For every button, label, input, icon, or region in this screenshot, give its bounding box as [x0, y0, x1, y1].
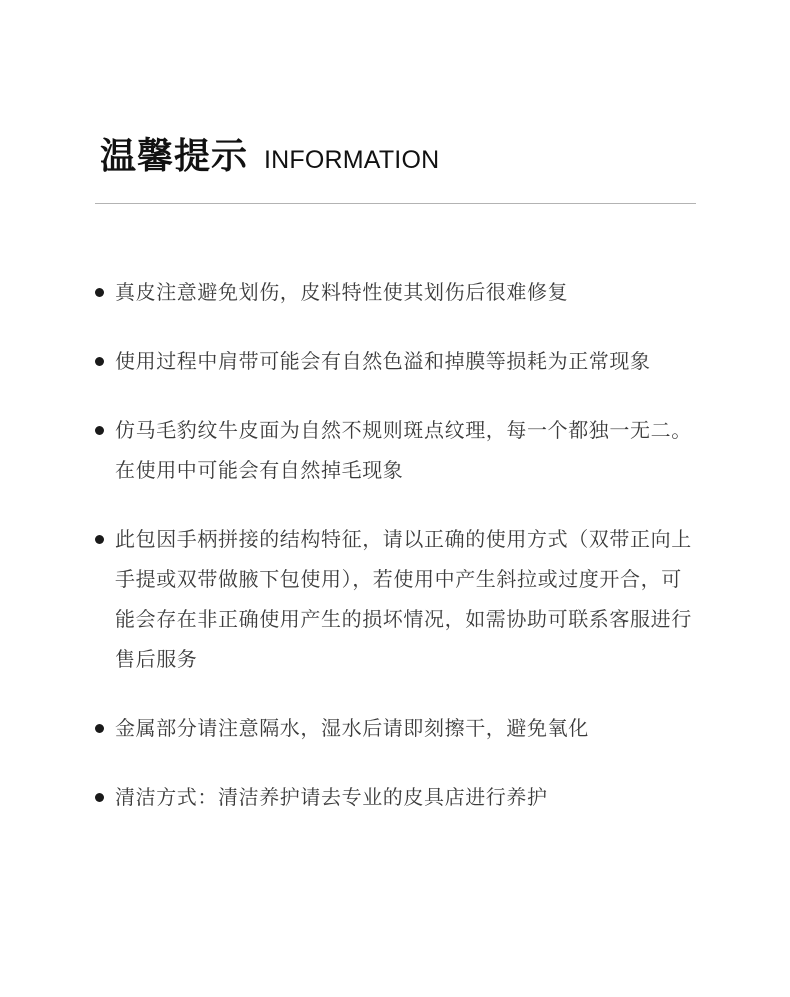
tip-text: 此包因手柄拼接的结构特征，请以正确的使用方式（双带正向上手提或双带做腋下包使用），若使用中产生斜拉或过度开合，可能会存在非正确使用产生的损坏情况，如需协助可联系客服进行售后服务 [115, 527, 692, 671]
list-item [95, 410, 695, 490]
list-item [95, 708, 695, 748]
bullet-icon [95, 288, 104, 297]
tip-text: 金属部分请注意隔水，湿水后请即刻擦干，避免氧化 [115, 716, 589, 740]
tip-text: 使用过程中肩带可能会有自然色溢和掉膜等损耗为正常现象 [115, 349, 651, 373]
list-item [95, 341, 695, 381]
list-item [95, 519, 695, 679]
bullet-icon [95, 357, 104, 366]
bullet-icon [95, 724, 104, 733]
bullet-icon [95, 793, 104, 802]
bullet-icon [95, 535, 104, 544]
bullet-icon [95, 426, 104, 435]
tip-text: 仿马毛豹纹牛皮面为自然不规则斑点纹理，每一个都独一无二。在使用中可能会有自然掉毛现象 [115, 418, 692, 482]
page-subtitle: INFORMATION [264, 146, 440, 174]
page-header [100, 128, 439, 179]
page-title: 温馨提示 [100, 136, 249, 177]
tips-list [95, 272, 695, 846]
tip-text: 真皮注意避免划伤，皮料特性使其划伤后很难修复 [115, 280, 569, 304]
list-item [95, 777, 695, 817]
tip-text: 清洁方式：清洁养护请去专业的皮具店进行养护 [115, 785, 548, 809]
list-item [95, 272, 695, 312]
header-divider [95, 203, 696, 204]
